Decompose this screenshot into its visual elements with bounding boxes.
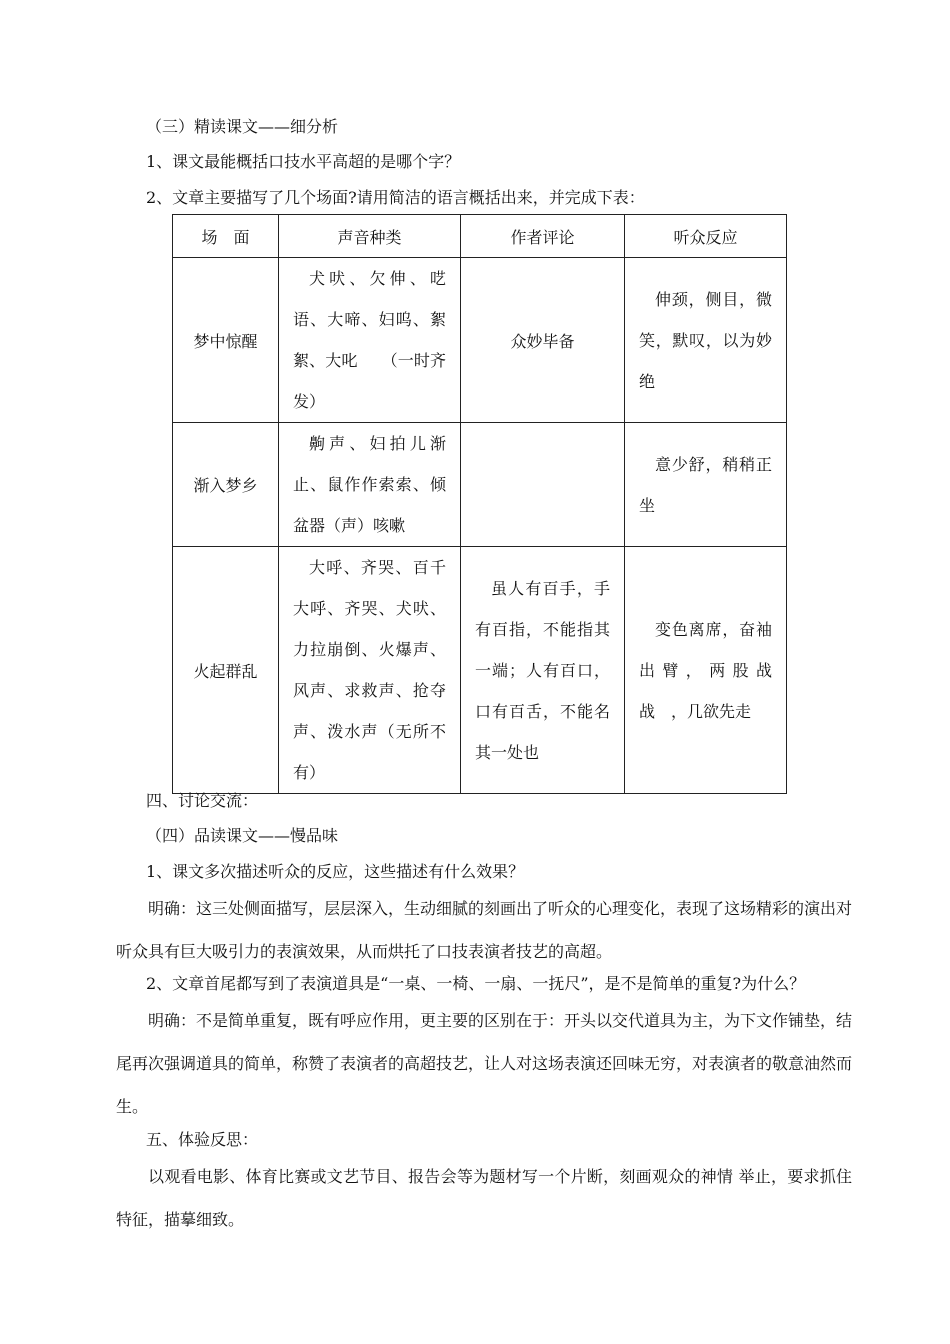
header-sounds: 声音种类 [279, 215, 461, 258]
task-5: 以观看电影、体育比赛或文艺节目、报告会等为题材写一个片断，刻画观众的神情 举止，要求抓住特征，描摹细致。 [116, 1167, 852, 1229]
section5-heading: 五、体验反思： [146, 1130, 259, 1149]
sounds-cell [279, 423, 461, 547]
comment-cell [461, 423, 625, 547]
sounds-text: 齁声、妇拍儿渐止、鼠作作索索、倾盆器（声）咳嗽 [293, 434, 446, 535]
answer-4: 明确：不是简单重复，既有呼应作用，更主要的区别在于：开头以交代道具为主，为下文作铺垫，结尾再次强调道具的简单，称赞了表演者的高超技艺，让人对这场表演还回味无穷，对表演者的敬意油然而生。 [116, 1011, 853, 1116]
reaction-text: 伸颈，侧目，微笑，默叹，以为妙绝 [639, 289, 772, 391]
reaction-text: 变色离席，奋袖出臂，两股战战 ，几欲先走 [639, 619, 772, 721]
question-3: 1、课文多次描述听众的反应，这些描述有什么效果？ [146, 862, 525, 881]
sounds-text: 大呼、齐哭、百千大呼、齐哭、犬吠、力拉崩倒、火爆声、风声、求救声、抢夺声、泼水声（无所不有） [293, 558, 446, 782]
comment-cell: 众妙毕备 [461, 258, 625, 423]
reaction-cell [625, 547, 787, 794]
table-row [173, 258, 787, 423]
comment-cell [461, 547, 625, 794]
header-reaction: 听众反应 [625, 215, 787, 258]
scene-cell: 梦中惊醒 [173, 258, 279, 423]
sounds-cell [279, 258, 461, 423]
table-header-row [173, 215, 787, 258]
scene-cell: 渐入梦乡 [173, 423, 279, 547]
scene-cell: 火起群乱 [173, 547, 279, 794]
header-comment: 作者评论 [461, 215, 625, 258]
question-1: 1、课文最能概括口技水平高超的是哪个字？ [146, 152, 461, 171]
reaction-cell [625, 258, 787, 423]
section4-heading: 四、讨论交流： [146, 791, 259, 810]
comment-text: 虽人有百手，手有百指，不能指其一端；人有百口，口有百舌，不能名其一处也 [475, 578, 610, 762]
question-4: 2、文章首尾都写到了表演道具是“一桌、一椅、一扇、一抚尺”，是不是简单的重复?为什么？ [146, 974, 806, 993]
header-scene: 场 面 [173, 215, 279, 258]
answer-3: 明确：这三处侧面描写，层层深入，生动细腻的刻画出了听众的心理变化，表现了这场精彩的演出对听众具有巨大吸引力的表演效果，从而烘托了口技表演者技艺的高超。 [116, 899, 853, 961]
sounds-cell [279, 547, 461, 794]
table-row [173, 547, 787, 794]
section3-heading: （三）精读课文——细分析 [146, 117, 339, 136]
reaction-text: 意少舒，稍稍正坐 [639, 454, 772, 515]
question-2: 2、文章主要描写了几个场面?请用简洁的语言概括出来，并完成下表： [146, 188, 645, 207]
reaction-cell [625, 423, 787, 547]
scene-table [172, 214, 787, 794]
table-row [173, 423, 787, 547]
sounds-text: 犬吠、欠伸、呓语、大啼、妇呜、絮絮、大叱 （一时齐发） [293, 269, 446, 411]
section4b-heading: （四）品读课文——慢品味 [146, 826, 339, 845]
